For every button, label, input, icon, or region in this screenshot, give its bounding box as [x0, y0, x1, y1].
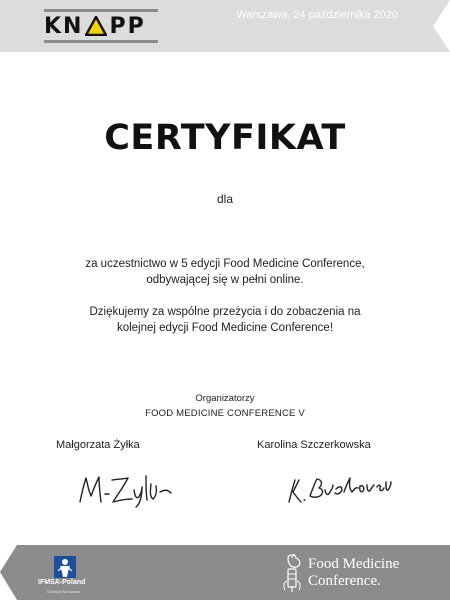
- ifmsa-label: IFMSA-Poland: [38, 579, 86, 586]
- logo-wordmark: [44, 13, 158, 40]
- organizers-label: Organizatorzy: [195, 393, 255, 404]
- participation-text: [40, 256, 410, 288]
- ifmsa-sublabel: Oddział Warszawa: [47, 589, 81, 594]
- conference-name-line-2: Conference.: [308, 573, 381, 589]
- signature-1: [76, 472, 176, 508]
- logo-letters-pp: PP: [109, 13, 146, 39]
- conference-logo-icon: [279, 552, 305, 594]
- signer-name-1: Małgorzata Żyłka: [56, 439, 140, 451]
- signer-name-2: Karolina Szczerkowska: [257, 439, 371, 451]
- knapp-logo: [38, 7, 162, 45]
- thanks-text: [40, 304, 410, 336]
- logo-triangle-icon: [85, 16, 107, 36]
- thanks-line-1: Dziękujemy za wspólne przeżycia i do zobaczenia na: [89, 306, 361, 318]
- participation-line-2: odbywającej się w pełni online.: [146, 274, 304, 286]
- logo-top-bar: [44, 9, 158, 12]
- recipient-label: dla: [216, 192, 233, 206]
- logo-bottom-bar: [44, 40, 158, 43]
- logo-letters-kn: KN: [44, 13, 84, 39]
- conference-name-line-1: Food Medicine: [308, 556, 400, 572]
- certificate-title: CERTYFIKAT: [104, 118, 346, 158]
- participation-line-1: za uczestnictwo w 5 edycji Food Medicine Conference,: [85, 258, 365, 270]
- issue-date: Warszawa, 24 października 2020: [236, 9, 398, 21]
- organizer-name: FOOD MEDICINE CONFERENCE V: [145, 408, 305, 419]
- thanks-line-2: kolejnej edycji Food Medicine Conference!: [116, 322, 334, 334]
- signature-2: [283, 472, 395, 508]
- conference-name: [308, 556, 399, 590]
